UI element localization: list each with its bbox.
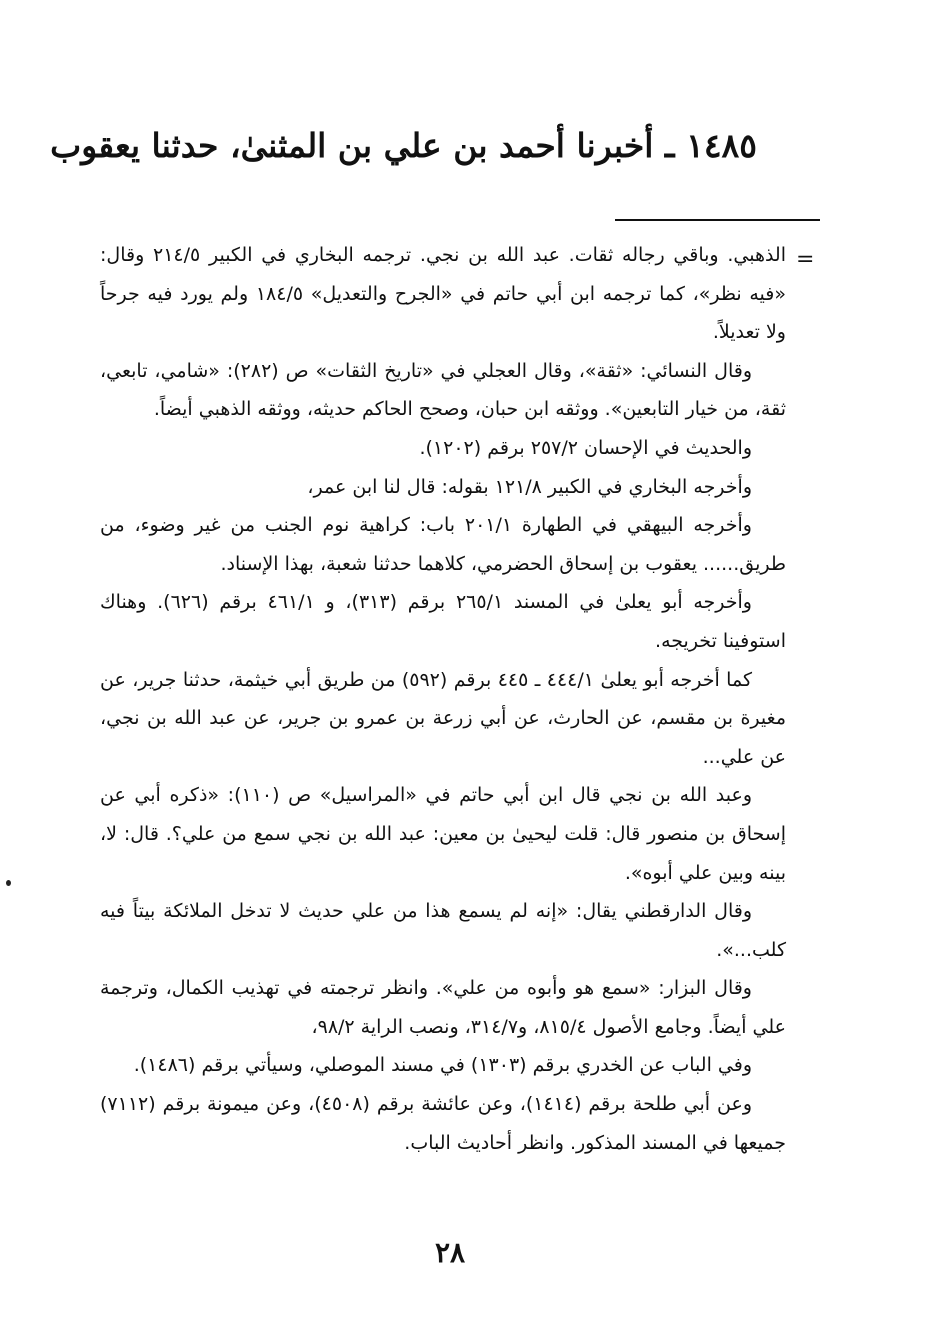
- footnote-paragraph: وأخرجه أبو يعلىٰ في المسند ٢٦٥/١ برقم (٣١٣)، و ٤٦١/١ برقم (٦٢٦). وهناك استوفينا تخريجه.: [100, 591, 786, 652]
- continuation-mark: =: [796, 247, 815, 272]
- footnote-paragraph: وفي الباب عن الخدري برقم (١٣٠٣) في مسند الموصلي، وسيأتي برقم (١٤٨٦).: [133, 1054, 752, 1077]
- footnote-paragraph: وقال النسائي: «ثقة»، وقال العجلي في «تاريخ الثقات» ص (٢٨٢): «شامي، تابعي، ثقة، من خيار التابعين». ووثقه ابن حبان، وصحح الحاكم حديثه، ووثقه الذهبي أيضاً.: [100, 359, 786, 421]
- page-number: ٢٨: [434, 1236, 466, 1269]
- footnote-paragraph: والحديث في الإحسان ٢٥٧/٢ برقم (١٢٠٢).: [419, 436, 752, 459]
- hadith-heading: ١٤٨٥ ـ أخبرنا أحمد بن علي بن المثنىٰ، حدثنا يعقوب: [50, 126, 757, 165]
- footnote-separator: [615, 219, 820, 221]
- footnote-paragraph: وأخرجه البخاري في الكبير ١٢١/٨ بقوله: قال لنا ابن عمر،: [307, 475, 752, 498]
- footnote-paragraph: وعن أبي طلحة برقم (١٤١٤)، وعن عائشة برقم (٤٥٠٨)، وعن ميمونة برقم (٧١١٢) جميعها في المسند المذكور. وانظر أحاديث الباب.: [100, 1093, 786, 1154]
- scan-speck: [6, 880, 11, 886]
- footnote-paragraph: وقال الدارقطني يقال: «إنه لم يسمع هذا من علي حديث لا تدخل الملائكة بيتاً فيه كلب...».: [100, 900, 786, 961]
- footnote-paragraph: وقال البزار: «سمع هو وأبوه من علي». وانظر ترجمته في تهذيب الكمال، وترجمة علي أيضاً. وجامع الأصول ٨١٥/٤، و٣١٤/٧، ونصب الراية ٩٨/٢،: [100, 977, 786, 1038]
- footnote-paragraph: كما أخرجه أبو يعلىٰ ٤٤٤/١ ـ ٤٤٥ برقم (٥٩٢) من طريق أبي خيثمة، حدثنا جرير، عن مغيرة بن مقسم، عن الحارث، عن أبي زرعة بن عمرو بن جرير، عن عبد الله بن نجي، عن علي...: [100, 668, 786, 768]
- footnote-paragraph: وعبد الله بن نجي قال ابن أبي حاتم في «المراسيل» ص (١١٠): «ذكره أبي عن إسحاق بن منصور قال: قلت ليحيىٰ بن معين: عبد الله بن نجي سمع من علي؟. قال: لا، بينه وبين علي أبوه».: [100, 784, 786, 884]
- footnote-paragraph: وأخرجه البيهقي في الطهارة ٢٠١/١ باب: كراهية نوم الجنب من غير وضوء، من طريق...... يعقوب بن إسحاق الحضرمي، كلاهما حدثنا شعبة، بهذا الإسناد.: [100, 514, 786, 575]
- footnotes: [100, 236, 786, 1162]
- footnote-paragraph: الذهبي. وباقي رجاله ثقات. عبد الله بن نجي. ترجمه البخاري في الكبير ٢١٤/٥ وقال: «فيه نظر»، كما ترجمه ابن أبي حاتم في «الجرح والتعديل» ١٨٤/٥ ولم يورد فيه جرحاً ولا تعديلاً.: [100, 244, 787, 344]
